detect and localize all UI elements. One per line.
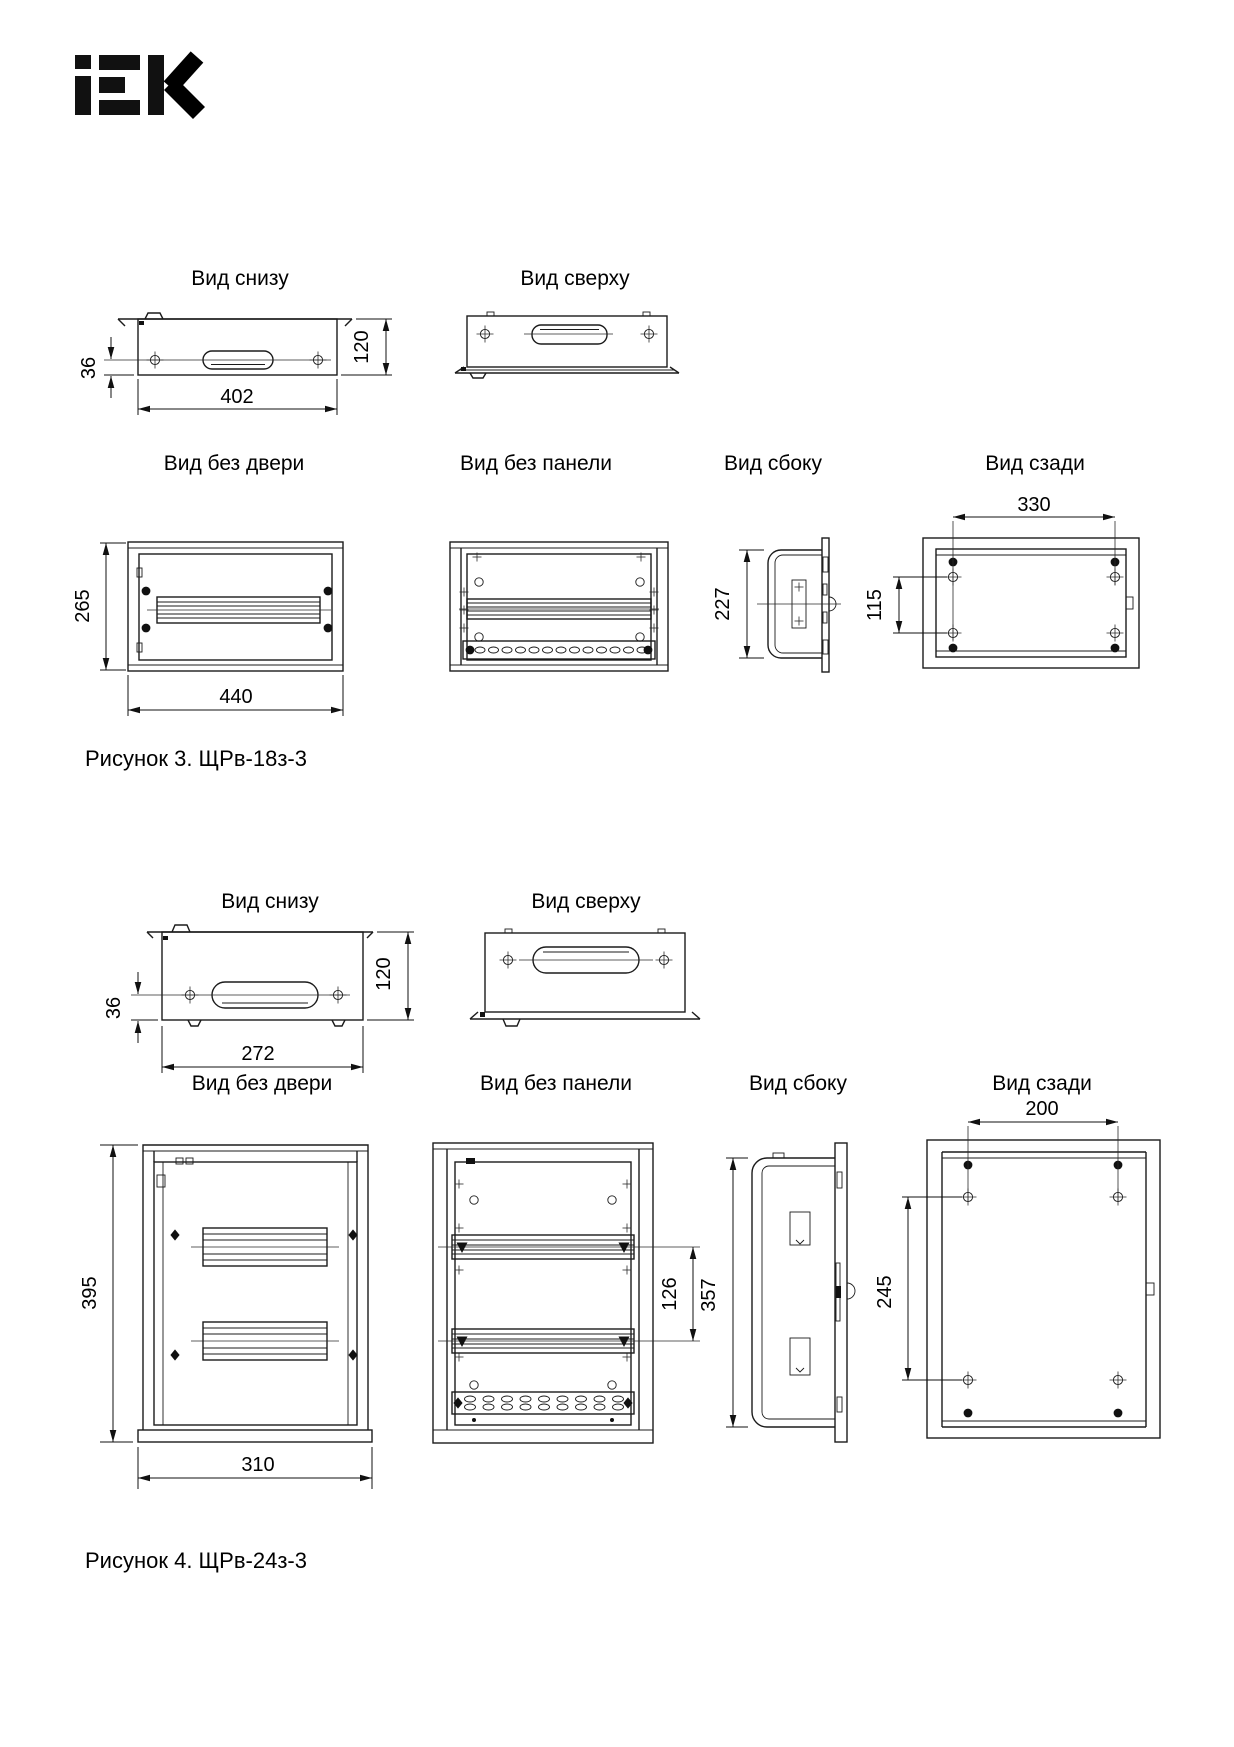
fig4-no-door-view: [79, 1145, 372, 1489]
fig3-no-panel-view-title: Вид без панели: [460, 452, 612, 475]
logo-shape: [99, 55, 140, 70]
fig4-no-door-view-title: Вид без двери: [191, 1072, 333, 1095]
fig3-dim-depth: [341, 319, 392, 375]
fig3-no-door-view-title: Вид без двери: [163, 452, 305, 475]
fig3-dim-width-value: 402: [220, 386, 254, 408]
fig3-dim-outer-width-value: 440: [219, 686, 253, 708]
fig4-dim-outer-width-value: 310: [241, 1454, 275, 1476]
fig3-bottom-view-title: Вид снизу: [191, 267, 289, 290]
fig3-dim-outer-width: [128, 675, 343, 716]
fig4-rear-dim-offset: [874, 1197, 962, 1380]
logo-shape: [99, 100, 140, 115]
figure4-caption: Рисунок 4. ЩРв-24з-3: [85, 1548, 307, 1573]
fig4-side-view-title: Вид сбоку: [749, 1072, 847, 1095]
figure-3: [72, 267, 1139, 771]
iek-logo: [75, 55, 199, 115]
fig3-rear-dim-offset-value: 115: [864, 589, 886, 621]
fig3-side-view-title: Вид сбоку: [724, 452, 822, 475]
fig3-rear-view-title: Вид сзади: [985, 452, 1085, 475]
fig3-top-view-title: Вид сверху: [520, 267, 630, 290]
fig4-dim-height-value: 395: [79, 1276, 101, 1310]
fig4-side-dim-height-value: 357: [698, 1278, 720, 1312]
fig3-bottom-view: [78, 313, 392, 415]
fig4-rear-dim-span-value: 200: [1025, 1098, 1059, 1120]
fig4-dim-width-value: 272: [241, 1043, 275, 1065]
fig4-dim-rail-spacing: [659, 1247, 693, 1341]
fig3-dim-offset: [78, 337, 134, 398]
fig3-no-door-view: [72, 542, 343, 716]
fig4-dim-outer-width: [138, 1447, 372, 1489]
fig4-dim-offset-value: 36: [103, 996, 125, 1020]
fig4-bottom-view: [103, 925, 414, 1073]
fig4-dim-height: [79, 1145, 138, 1442]
fig4-bottom-view-title: Вид снизу: [221, 890, 319, 913]
fig4-dim-depth-value: 120: [373, 957, 395, 991]
logo-shape: [75, 55, 91, 69]
figure-4: [79, 890, 1160, 1573]
fig4-rear-dim-span: [968, 1098, 1118, 1122]
fig3-side-view: [712, 538, 841, 672]
fig4-rear-dim-offset-value: 245: [874, 1275, 896, 1309]
logo-shape: [170, 84, 199, 113]
fig3-rear-dim-span: [953, 494, 1115, 517]
fig4-no-panel-view: [433, 1143, 700, 1443]
logo-shape: [99, 77, 125, 93]
fig4-rear-view-title: Вид сзади: [992, 1072, 1092, 1095]
fig4-side-view: [698, 1143, 855, 1442]
fig4-dim-rail-spacing-value: 126: [659, 1277, 681, 1311]
fig3-rear-dim-span-value: 330: [1017, 494, 1051, 516]
figure3-caption: Рисунок 3. ЩРв-18з-3: [85, 746, 307, 771]
fig3-rear-dim-offset: [864, 577, 947, 633]
fig3-dim-depth-value: 120: [351, 330, 373, 364]
fig3-dim-height-value: 265: [72, 589, 94, 623]
fig4-dim-depth: [367, 932, 414, 1020]
fig3-side-dim-height: [712, 550, 764, 658]
fig3-side-dim-height-value: 227: [712, 587, 734, 621]
fig4-top-view-title: Вид сверху: [531, 890, 641, 913]
fig4-dim-width: [162, 1026, 363, 1073]
fig3-dim-width: [138, 379, 337, 415]
logo-shape: [75, 76, 91, 115]
fig3-rear-view: [864, 494, 1139, 668]
fig3-no-panel-view: [450, 542, 668, 671]
logo-shape: [148, 55, 164, 115]
fig4-top-view: [470, 929, 700, 1026]
fig3-dim-offset-value: 36: [78, 356, 100, 380]
fig3-top-view: [455, 312, 679, 378]
fig4-no-panel-view-title: Вид без панели: [480, 1072, 632, 1095]
fig4-rear-view: [874, 1098, 1160, 1438]
fig3-dim-height: [72, 543, 126, 670]
fig4-side-dim-height: [698, 1158, 748, 1427]
fig4-dim-offset: [103, 972, 158, 1043]
